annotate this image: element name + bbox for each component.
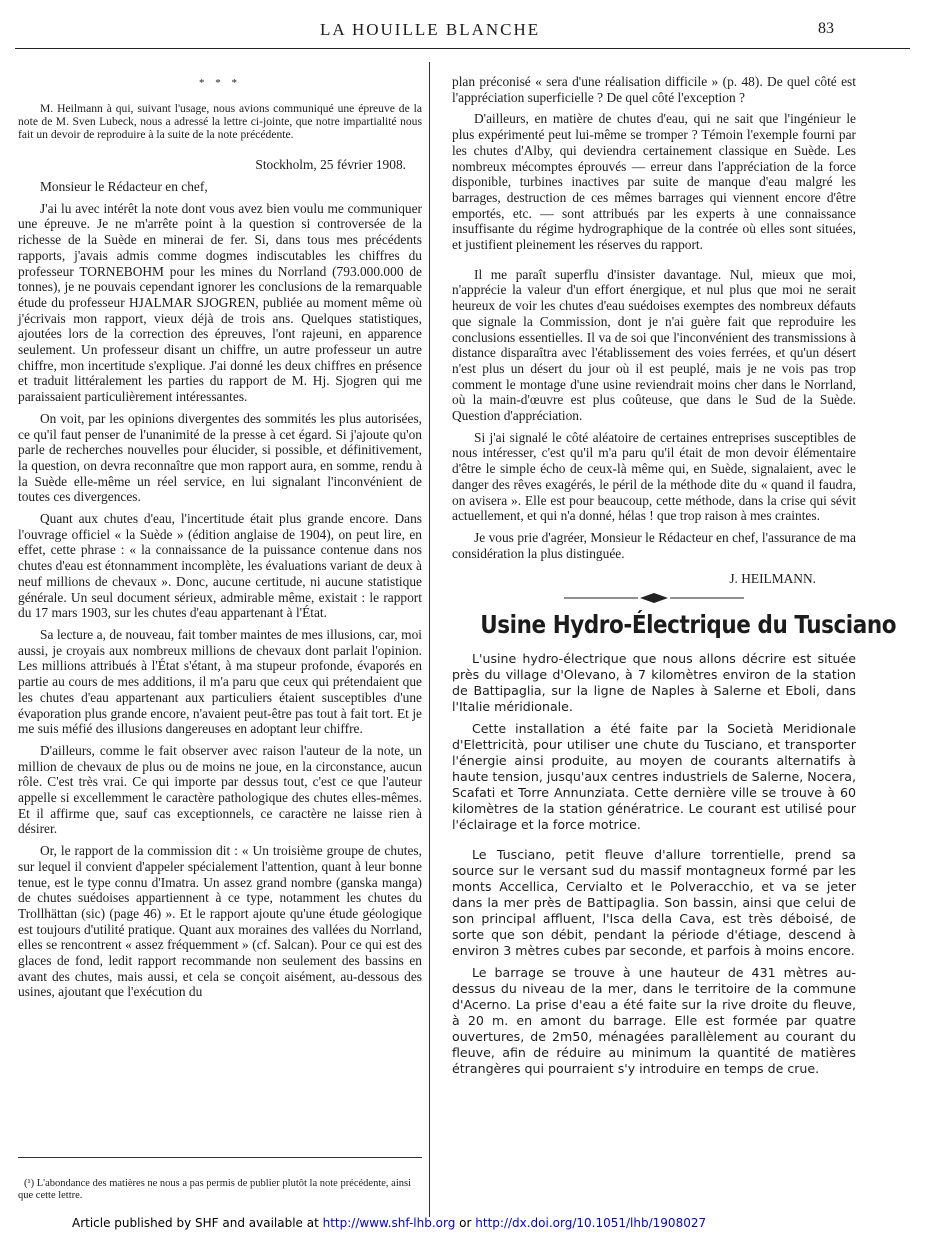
shf-link[interactable]: http://www.shf-lhb.org	[322, 1216, 456, 1230]
running-title: LA HOUILLE BLANCHE	[320, 20, 541, 39]
letter-dateline: Stockholm, 25 février 1908.	[255, 157, 406, 173]
footnote: (¹) L'abondance des matières ne nous a pas permis de publier plutôt la note précédente, ainsi que cette lettre.	[18, 1177, 411, 1201]
letter-paragraph: Il me paraît superflu d'insister davantage. Nul, mieux que moi, n'apprécie la valeur d'un effort énergique, et nul plus que moi ne serait heureux de voir les chutes d'eau suédoises exemptes des nombreux défauts que signale la Commission, dont je n'ai guère fait que reproduire les conclusions essentielles. Il va de soi que l'inconvénient des transmissions à distance disparaîtra avec l'établissement des voies ferrées, et qu'un désert n'est plus un désert du jour où il est peuplé, mais je ne vois pas trop comment le montage d'une usine reviendrait moins cher dans le Norrland, où la main-d'œuvre est plus coûteuse, que dans le Sud de la Suède. Question d'appréciation.	[452, 266, 856, 424]
footnote-rule	[18, 1157, 422, 1158]
page-number: 83	[818, 20, 834, 37]
article-paragraph: Le barrage se trouve à une hauteur de 431 mètres au-dessus du niveau de la mer, dans le territoire de la commune d'Acerno. La prise d'eau a été faite sur la rive droite du fleuve, à 20 m. en amont du barrage. Elle est formée par quatre ouvertures, de 2m50, ménagées parallèlement au courant du fleuve, afin de réduire au minimum la quantité de matières étrangères qui pourraient s'y introduire en temps de crue.	[452, 964, 856, 1076]
letter-paragraph: Quant aux chutes d'eau, l'incertitude était plus grande encore. Dans l'ouvrage officiel « la Suède » (édition anglaise de 1904), on peut lire, en effet, cette phrase : « la connaissance de la puissance contenue dans nos chutes d'eau est étonnamment incomplète, les évaluations variant de deux à neuf millions de chevaux ». Donc, aucune certitude, ni aucune statistique générale. Un seul document sérieux, admirable même, existait : le rapport du 17 mars 1903, sur les chutes d'eau appartenant à l'État.	[18, 511, 422, 621]
header-rule	[15, 48, 910, 49]
credit-prefix: Article published by SHF and available at	[72, 1216, 323, 1230]
letter-paragraph: On voit, par les opinions divergentes des sommités les plus autorisées, ce qu'il faut penser de l'unanimité de la presse à cet égard. Si j'ajoute qu'on parle de recherches nouvelles pour élucider, si possible, et définitivement, la question, on devra reconnaître que mon rapport aura, en somme, rendu à la Suède elle-même un réel service, en lui signalant l'inconvénient de toutes ces divergences.	[18, 410, 422, 505]
letter-paragraph: Si j'ai signalé le côté aléatoire de certaines entreprises susceptibles de nous intéresser, c'est qu'il m'a paru qu'il était de mon devoir élémentaire d'être le simple écho de ceux-là même qui, en Suède, signalaient, avec le danger des rêves exagérés, le péril de la méthode dite du « quand il faudra, on avisera ». Elle est pour beaucoup, cette méthode, dans la crise qui sévit actuellement, et qui n'a donné, hélas ! que trop raison à mes craintes.	[452, 429, 856, 524]
article-paragraph: Le Tusciano, petit fleuve d'allure torrentielle, prend sa source sur le versant sud du massif montagneux formé par les monts Accellica, Cervialto et le Polveracchio, et va se jeter dans la mer près de Battipaglia. Son bassin, ainsi que celui de son principal affluent, l'Isca della Cava, est très déboisé, de sorte que son débit, pendant la période d'étiage, descend à environ 3 mètres cubes par seconde, et parfois à moins encore.	[452, 846, 856, 958]
letter-signature: J. HEILMANN.	[729, 571, 816, 587]
article-paragraph: Cette installation a été faite par la Società Meridionale d'Elettricità, pour utiliser une chute du Tusciano, et transporter l'énergie ainsi produite, au moyen de courants alternatifs à haute tension, jusqu'aux centres industriels de Salerne, Nocera, Scafati et Torre Annunziata. Cette dernière ville se trouve à 60 kilomètres de la station génératrice. Le courant est utilisé pour l'éclairage et la force motrice.	[452, 720, 856, 832]
running-head	[0, 20, 930, 42]
ornament-divider-icon	[564, 591, 744, 605]
article-body	[452, 651, 856, 1077]
publication-credit	[72, 1216, 706, 1230]
right-column	[452, 74, 897, 1077]
doi-link[interactable]: http://dx.doi.org/10.1051/lhb/1908027	[475, 1216, 707, 1230]
left-column	[18, 62, 422, 1000]
letter-paragraph: D'ailleurs, comme le fait observer avec raison l'auteur de la note, un million de chevaux de plus ou de moins ne joue, en la circonstance, aucun rôle. C'est très vrai. Ce qui importe par dessus tout, c'est ce que l'auteur appelle si excellemment le caractère pathologique des chutes elles-mêmes. Et il affirme que, sauf cas exceptionnels, ce caractère ne laisse rien à désirer.	[18, 742, 422, 837]
letter-paragraph: Or, le rapport de la commission dit : « Un troisième groupe de chutes, sur lequel il convient d'appeler spécialement l'attention, quant à leur bonne tenue, est le type connu d'Imatra. Un assez grand nombre (ganska manga) de chutes suédoises appartiennent à ce type, notamment les chutes du Trollhättan (sic) (page 46) ». Et le rapport ajoute qu'une étude géologique est toujours d'utilité pratique. Quant aux moraines des vallées du Norrland, elles se rencontrent « assez fréquemment » (cf. Salcan). Pour ce qui est des glaces de fond, ledit rapport recommande non seulement des bassins en avant des chutes, mais aussi, et cela se conçoit aisément, au-dessous des usines, ajoutant que l'exécution du	[18, 843, 422, 1000]
section-stars: * * *	[199, 77, 241, 89]
credit-separator: or	[455, 1216, 476, 1230]
letter-paragraph: D'ailleurs, en matière de chutes d'eau, qui ne sait que l'ingénieur le plus expérimenté peut lui-même se tromper ? Témoin l'exemple fourni par les chutes d'Alby, qui deviendra certainement classique en Suède. Les nombreux mécomptes éprouvés — erreur dans l'appréciation de la force disponible, turbines inactives par suite de manque d'eau malgré les barrages, destruction de ces mêmes barrages qui viennent encore d'être emportés, etc. — sont attribués par les experts à une connaissance insuffisante du régime hydrographique de la contrée où elles sont situées, et justifient pleinement les réserves du rapport.	[452, 111, 856, 253]
letter-salutation: Monsieur le Rédacteur en chef,	[40, 179, 208, 195]
column-divider	[429, 62, 430, 1217]
letter-paragraph: Sa lecture a, de nouveau, fait tomber maintes de mes illusions, car, moi aussi, je croyais aux nombreux millions de chevaux dont parlait l'opinion. Les millions attribués à l'État s'étant, à ma stupeur profonde, évaporés en partie au cours de mes additions, il m'a paru que ceux qui prétendaient que les chutes d'eau appartenant aux particuliers étaient susceptibles d'une évaporation plus grande encore, n'avaient peut-être pas tout à fait tort. Et je me suis méfié des illusions dangereuses en adoptant leur chiffre.	[18, 627, 422, 737]
letter-paragraph: J'ai lu avec intérêt la note dont vous avez bien voulu me communiquer une épreuve. Je ne m'arrête point à la question si controversée de la richesse de la Suède en minerai de fer. Si, dans tous mes précédents rapports, j'avais admis comme dogmes indiscutables les chiffres du professeur TORNEBOHM pour les mines du Norrland (793.000.000 de tonnes), je ne pouvais cependant ignorer les conclusions de la remarquable étude du professeur HJALMAR SJOGREN, publiée au moment même où j'écrivais mon rapport, vieux déjà de trois ans. Quelques statistiques, ajoutées lors de la correction des épreuves, l'ont rajeuni, en apparence seulement. Un professeur disant un chiffre, un autre professeur un autre chiffre, mon incertitude s'explique. J'ai donné les deux chiffres en présence et traduit littéralement les parties du rapport de M. Hj. Sjogren qui me paraissaient particulièrement intéressantes.	[18, 200, 422, 405]
editor-intro-note: M. Heilmann à qui, suivant l'usage, nous avions communiqué une épreuve de la note de M. Sven Lubeck, nous a adressé la lettre ci-jointe, que notre impartialité nous fait un devoir de reproduire à la suite de la note précédente.	[18, 101, 422, 142]
letter-paragraph: plan préconisé « sera d'une réalisation difficile » (p. 48). De quel côté est l'appréciation superficielle ? De quel côté l'exception ?	[452, 74, 856, 105]
article-title: Usine Hydro-Électrique du Tusciano	[480, 610, 897, 640]
letter-paragraph: Je vous prie d'agréer, Monsieur le Rédacteur en chef, l'assurance de ma considération la plus distinguée.	[452, 529, 856, 561]
article-paragraph: L'usine hydro-électrique que nous allons décrire est située près du village d'Olevano, à 7 kilomètres environ de la station de Battipaglia, sur la ligne de Naples à Salerne et Eboli, dans l'Italie méridionale.	[452, 650, 856, 714]
